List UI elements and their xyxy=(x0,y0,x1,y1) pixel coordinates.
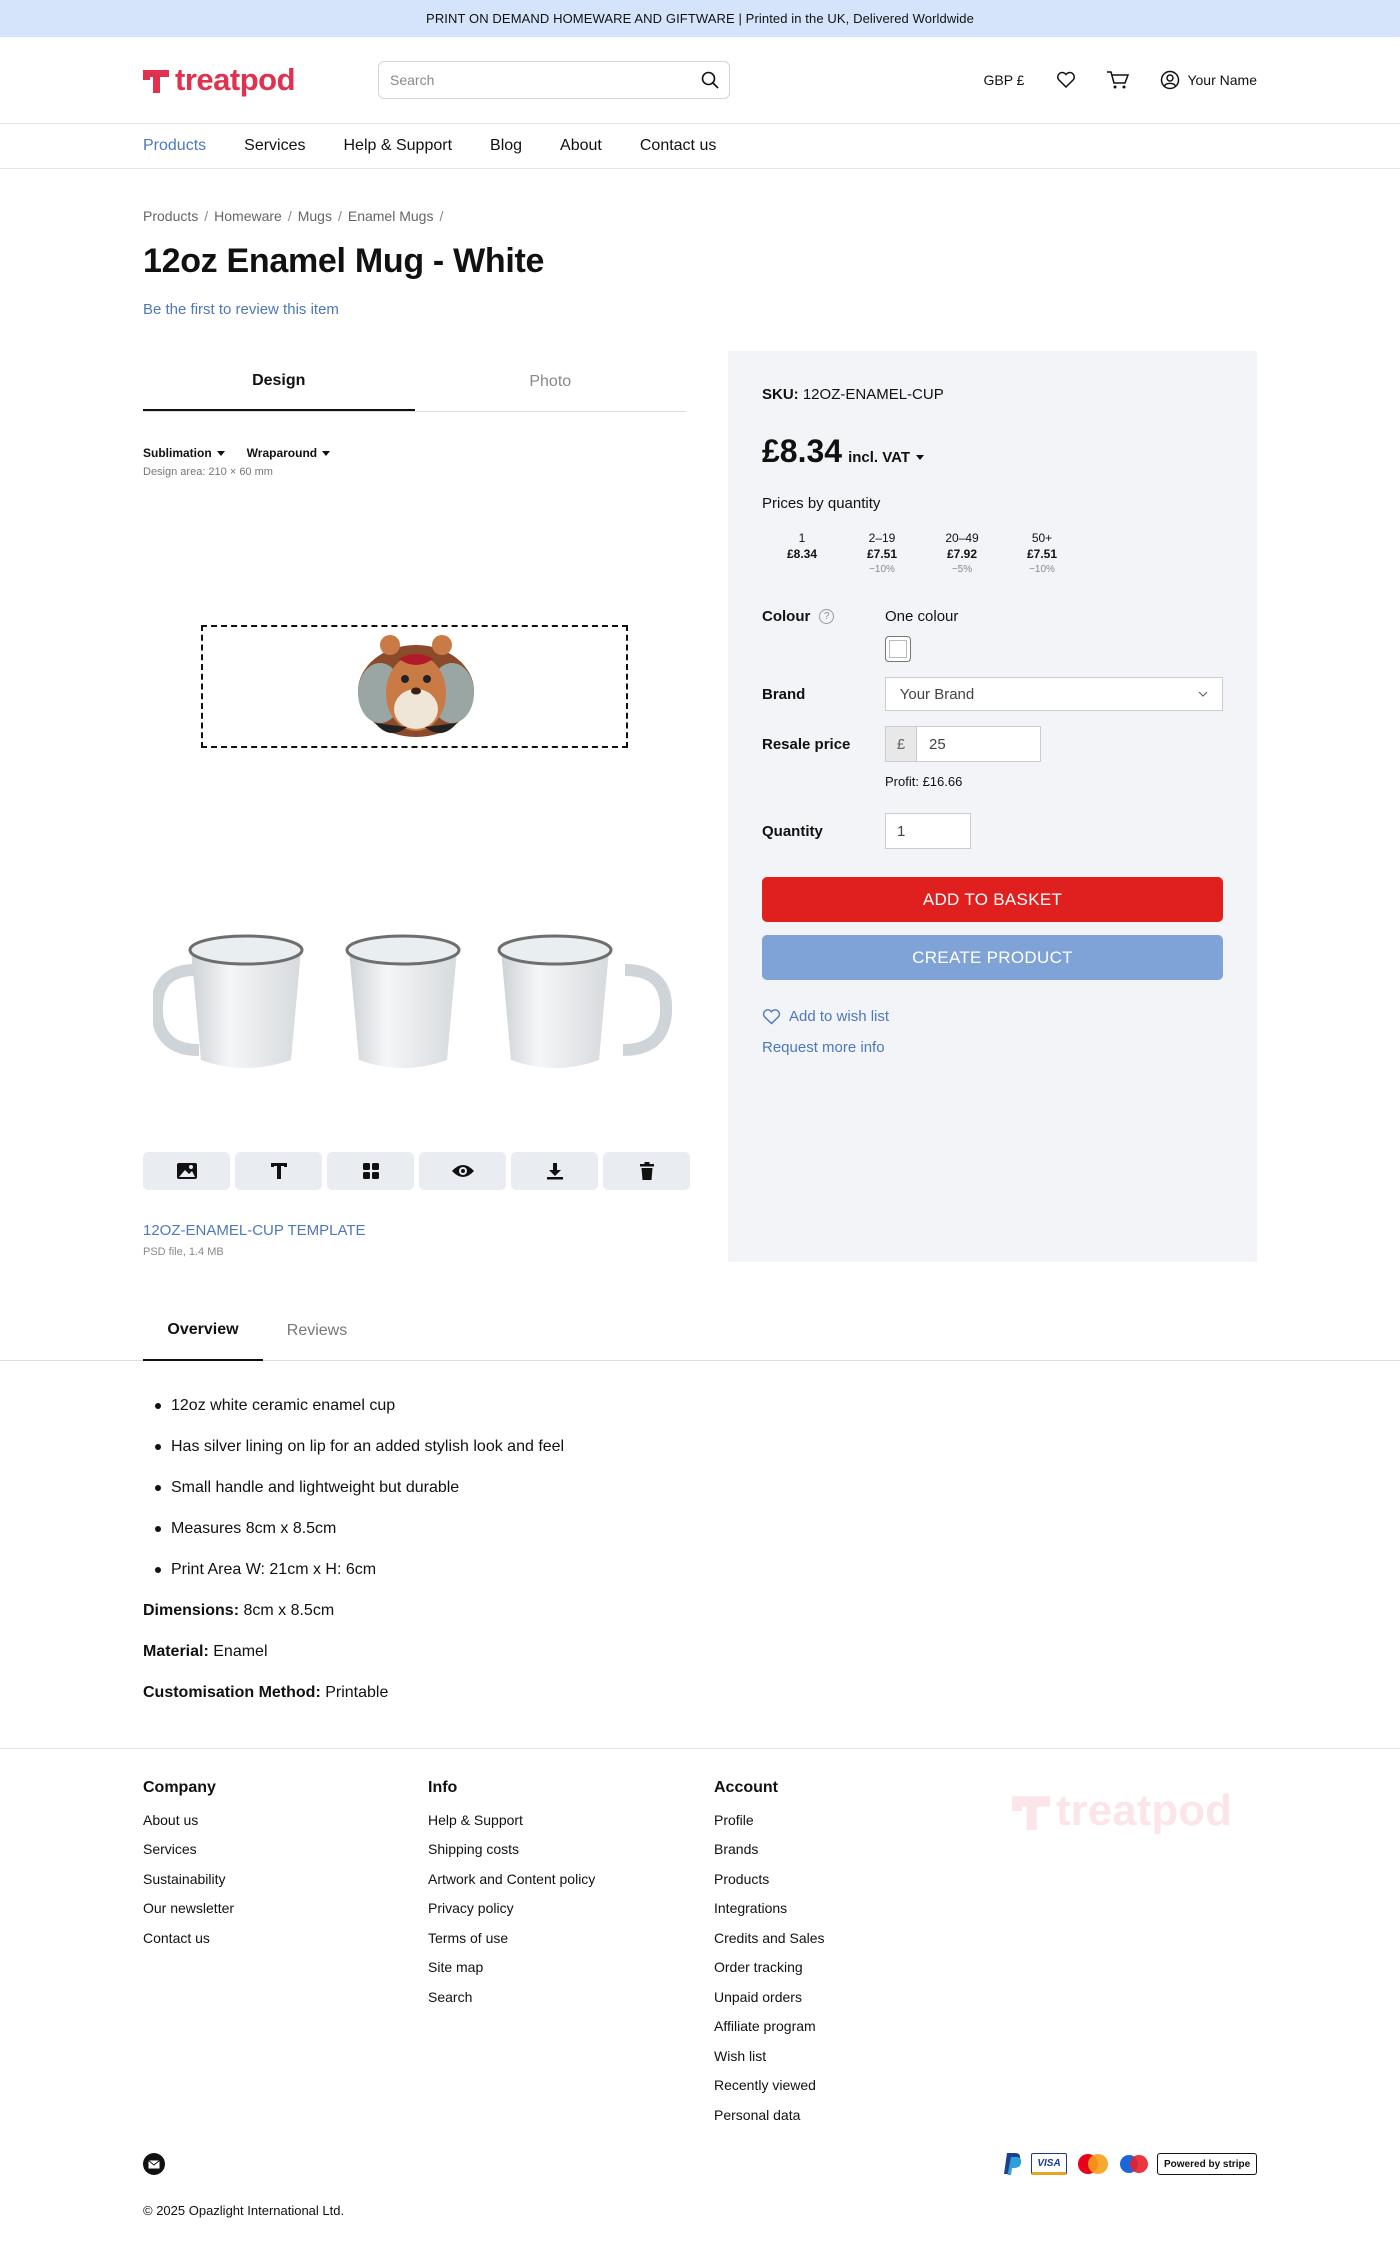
spec-customisation xyxy=(143,1672,564,1713)
product-info-tabs xyxy=(0,1300,1400,1361)
footer-link[interactable]: Brands xyxy=(714,1841,759,1858)
user-icon xyxy=(1160,70,1180,90)
prices-by-quantity-label: Prices by quantity xyxy=(762,495,881,512)
footer-logo xyxy=(1012,1786,1232,1836)
mug-right xyxy=(499,936,666,1068)
brand-label: Brand xyxy=(762,685,806,703)
quantity-row xyxy=(762,813,1223,849)
price: £8.34 xyxy=(762,433,843,469)
overview-content xyxy=(143,1385,564,1713)
white-swatch[interactable] xyxy=(885,636,911,662)
design-area xyxy=(143,352,686,1258)
footer-link[interactable]: Services xyxy=(143,1841,197,1858)
chevron-down-icon xyxy=(1198,691,1208,697)
footer-link[interactable]: Products xyxy=(714,1870,770,1887)
footer-link[interactable]: Profile xyxy=(714,1811,754,1828)
resale-price-input[interactable]: 25 xyxy=(917,726,1041,762)
mug-center xyxy=(347,936,459,1068)
breadcrumb-enamel-mugs[interactable]: Enamel Mugs xyxy=(347,208,434,224)
footer-link[interactable]: Shipping costs xyxy=(428,1841,520,1858)
footer-link[interactable]: Our newsletter xyxy=(143,1900,235,1917)
spec-label: Dimensions: xyxy=(143,1601,240,1619)
design-tabs xyxy=(143,352,686,412)
sku-value: 12OZ-ENAMEL-CUP xyxy=(802,386,944,403)
footer-link[interactable]: Unpaid orders xyxy=(714,1988,802,2005)
tier-qty: 50+ xyxy=(1031,531,1053,545)
footer-link[interactable]: Sustainability xyxy=(143,1870,226,1887)
visa-label: VISA xyxy=(1037,2157,1061,2169)
resale-label: Resale price xyxy=(762,735,851,753)
text-icon xyxy=(270,1162,288,1180)
resale-row xyxy=(762,726,1223,762)
paypal-icon xyxy=(1003,2152,1023,2176)
feature-list xyxy=(143,1385,564,1590)
quantity-label: Quantity xyxy=(762,822,823,840)
quantity-tiers xyxy=(762,530,1223,578)
nav-products[interactable]: Products xyxy=(143,137,207,154)
tab-photo[interactable]: Photo xyxy=(529,372,572,390)
spec-value: Enamel xyxy=(213,1642,268,1660)
logo-text: treatpod xyxy=(175,62,295,97)
heart-icon xyxy=(762,1009,781,1025)
request-more-info-link[interactable]: Request more info xyxy=(762,1039,885,1056)
newsletter-mail-icon[interactable] xyxy=(143,2153,165,2175)
footer-heading: Account xyxy=(714,1779,778,1796)
tab-design[interactable]: Design xyxy=(143,352,415,411)
breadcrumb-homeware[interactable]: Homeware xyxy=(214,208,282,224)
footer-link[interactable]: Terms of use xyxy=(428,1929,509,1946)
spec-material xyxy=(143,1631,564,1672)
footer-link[interactable]: Integrations xyxy=(714,1900,788,1917)
add-to-wish-list-link[interactable] xyxy=(762,1008,1223,1025)
cart-icon[interactable] xyxy=(1106,70,1130,90)
logo-mark-icon xyxy=(143,67,169,93)
design-area-size: Design area: 210 × 60 mm xyxy=(143,466,273,478)
add-to-basket-button[interactable]: ADD TO BASKET xyxy=(762,877,1223,922)
list-item: Measures 8cm x 8.5cm xyxy=(143,1508,564,1549)
tier-qty: 20–49 xyxy=(945,531,979,545)
site-footer xyxy=(0,1748,1400,2218)
footer-link[interactable]: Recently viewed xyxy=(714,2077,816,2094)
image-icon xyxy=(176,1162,198,1180)
tab-overview[interactable]: Overview xyxy=(143,1300,263,1361)
colour-row xyxy=(762,608,1223,625)
tier-discount: −5% xyxy=(951,564,973,575)
footer-link[interactable]: Wish list xyxy=(714,2047,767,2064)
colour-label: Colour xyxy=(762,608,811,625)
spec-label: Customisation Method: xyxy=(143,1683,321,1701)
download-icon xyxy=(546,1162,564,1180)
tier-discount: −10% xyxy=(869,564,895,575)
footer-heading: Company xyxy=(143,1779,216,1796)
footer-company xyxy=(143,1779,234,1953)
grid-icon xyxy=(362,1162,380,1180)
spec-label: Material: xyxy=(143,1642,209,1660)
maestro-icon xyxy=(1119,2153,1149,2175)
spec-dimensions xyxy=(143,1590,564,1631)
design-toolbar xyxy=(143,1152,690,1190)
purchase-panel xyxy=(728,351,1257,1262)
resale-price-field[interactable] xyxy=(885,726,1041,762)
hamster-artwork[interactable] xyxy=(355,631,477,741)
colour-value: One colour xyxy=(885,608,959,625)
tier-discount: −10% xyxy=(1029,564,1055,575)
user-name: Your Name xyxy=(1187,72,1257,88)
heart-icon[interactable] xyxy=(1056,71,1076,89)
tier-1 xyxy=(762,530,842,578)
tier-price: £8.34 xyxy=(786,547,818,561)
mug-preview xyxy=(153,910,676,1085)
layout-button[interactable] xyxy=(327,1152,414,1190)
currency-selector[interactable]: GBP £ xyxy=(983,72,1025,88)
payment-methods xyxy=(1003,2152,1257,2176)
vat-label: incl. VAT xyxy=(848,449,911,466)
breadcrumb-products[interactable]: Products xyxy=(143,208,199,224)
profit-text: Profit: £16.66 xyxy=(885,774,963,789)
footer-link[interactable]: Credits and Sales xyxy=(714,1929,825,1946)
tab-reviews[interactable]: Reviews xyxy=(286,1321,348,1339)
sku-label: SKU: xyxy=(762,386,799,403)
footer-link[interactable]: Help & Support xyxy=(428,1811,523,1828)
powered-by-stripe-badge: Powered by stripe xyxy=(1157,2153,1257,2175)
logo-mark-icon xyxy=(1012,1792,1050,1830)
create-product-button[interactable]: CREATE PRODUCT xyxy=(762,935,1223,980)
footer-link[interactable]: Artwork and Content policy xyxy=(428,1870,596,1887)
footer-link[interactable]: Order tracking xyxy=(714,1959,803,1976)
wish-list-label: Add to wish list xyxy=(789,1008,890,1025)
footer-link[interactable]: Search xyxy=(428,1988,473,2005)
add-text-button[interactable] xyxy=(235,1152,322,1190)
preview-button[interactable] xyxy=(419,1152,506,1190)
brand-row xyxy=(762,677,1223,711)
tier-price: £7.51 xyxy=(1026,547,1058,561)
print-method-dropdown[interactable] xyxy=(143,446,225,460)
nav-contact[interactable]: Contact us xyxy=(639,137,717,154)
caret-down-icon xyxy=(916,455,924,460)
page-title: 12oz Enamel Mug - White xyxy=(143,242,545,280)
nav-help-support[interactable]: Help & Support xyxy=(343,137,453,154)
brand-select-value: Your Brand xyxy=(899,685,975,703)
print-type-dropdown[interactable] xyxy=(247,446,330,460)
delete-button[interactable] xyxy=(603,1152,690,1190)
list-item: Small handle and lightweight but durable xyxy=(143,1467,564,1508)
footer-link[interactable]: Contact us xyxy=(143,1929,210,1946)
spec-value: Printable xyxy=(325,1683,389,1701)
footer-account xyxy=(714,1779,825,2130)
print-area-box[interactable] xyxy=(201,625,628,748)
eye-icon xyxy=(451,1163,475,1179)
tier-price: £7.51 xyxy=(866,547,898,561)
search-input[interactable] xyxy=(390,72,701,88)
breadcrumb: Products / Homeware / Mugs / Enamel Mugs / xyxy=(143,208,444,224)
download-button[interactable] xyxy=(511,1152,598,1190)
footer-link[interactable]: About us xyxy=(143,1811,199,1828)
main-nav xyxy=(0,124,1400,169)
nav-services[interactable]: Services xyxy=(244,137,306,154)
user-menu[interactable] xyxy=(1160,70,1257,90)
colour-swatch-white[interactable] xyxy=(885,636,1223,662)
sku xyxy=(762,386,1223,403)
tier-2 xyxy=(842,530,922,578)
footer-link[interactable]: Personal data xyxy=(714,2106,801,2123)
spec-value: 8cm x 8.5cm xyxy=(243,1601,335,1619)
list-item: Has silver lining on lip for an added stylish look and feel xyxy=(143,1426,564,1467)
quantity-input[interactable]: 1 xyxy=(885,813,971,849)
template-file-info: PSD file, 1.4 MB xyxy=(143,1246,224,1258)
caret-down-icon xyxy=(217,451,225,456)
search-bar[interactable] xyxy=(378,61,730,99)
resale-currency: £ xyxy=(885,726,917,762)
print-type-label: Wraparound xyxy=(246,446,318,460)
tier-price: £7.92 xyxy=(946,547,978,561)
trash-icon xyxy=(639,1162,655,1180)
footer-link[interactable]: Privacy policy xyxy=(428,1900,514,1917)
list-item: Print Area W: 21cm x H: 6cm xyxy=(143,1549,564,1590)
mastercard-icon xyxy=(1075,2153,1111,2175)
print-method-label: Sublimation xyxy=(143,446,212,460)
tier-qty: 2–19 xyxy=(868,531,896,545)
mug-preview-images xyxy=(153,910,676,1085)
vat-selector[interactable] xyxy=(848,449,924,466)
site-header xyxy=(0,37,1400,124)
copyright: © 2025 Opazlight International Ltd. xyxy=(143,2203,345,2218)
search-icon[interactable] xyxy=(701,71,719,89)
visa-card xyxy=(1031,2153,1067,2175)
breadcrumb-mugs[interactable]: Mugs xyxy=(297,208,332,224)
envelope-icon xyxy=(148,2160,160,2169)
caret-down-icon xyxy=(322,451,330,456)
template-download-link[interactable]: 12OZ-ENAMEL-CUP TEMPLATE xyxy=(143,1222,366,1239)
footer-link[interactable]: Site map xyxy=(428,1959,484,1976)
nav-about[interactable]: About xyxy=(560,137,602,154)
help-icon[interactable]: ? xyxy=(819,609,834,624)
list-item: 12oz white ceramic enamel cup xyxy=(143,1385,564,1426)
tier-qty: 1 xyxy=(798,531,806,545)
tier-3 xyxy=(922,530,1002,578)
footer-link[interactable]: Affiliate program xyxy=(714,2018,816,2035)
tier-4 xyxy=(1002,530,1082,578)
brand-select[interactable] xyxy=(885,677,1223,711)
add-image-button[interactable] xyxy=(143,1152,230,1190)
mug-left xyxy=(157,936,302,1068)
top-banner: PRINT ON DEMAND HOMEWARE AND GIFTWARE | Printed in the UK, Delivered Worldwide xyxy=(0,0,1400,37)
footer-heading: Info xyxy=(428,1779,458,1796)
treatpod-logo[interactable] xyxy=(143,62,343,98)
footer-info xyxy=(428,1779,595,2012)
price-block xyxy=(762,433,1223,470)
nav-blog[interactable]: Blog xyxy=(490,137,523,154)
review-link[interactable]: Be the first to review this item xyxy=(143,301,339,318)
footer-logo-text: treatpod xyxy=(1056,1786,1232,1835)
